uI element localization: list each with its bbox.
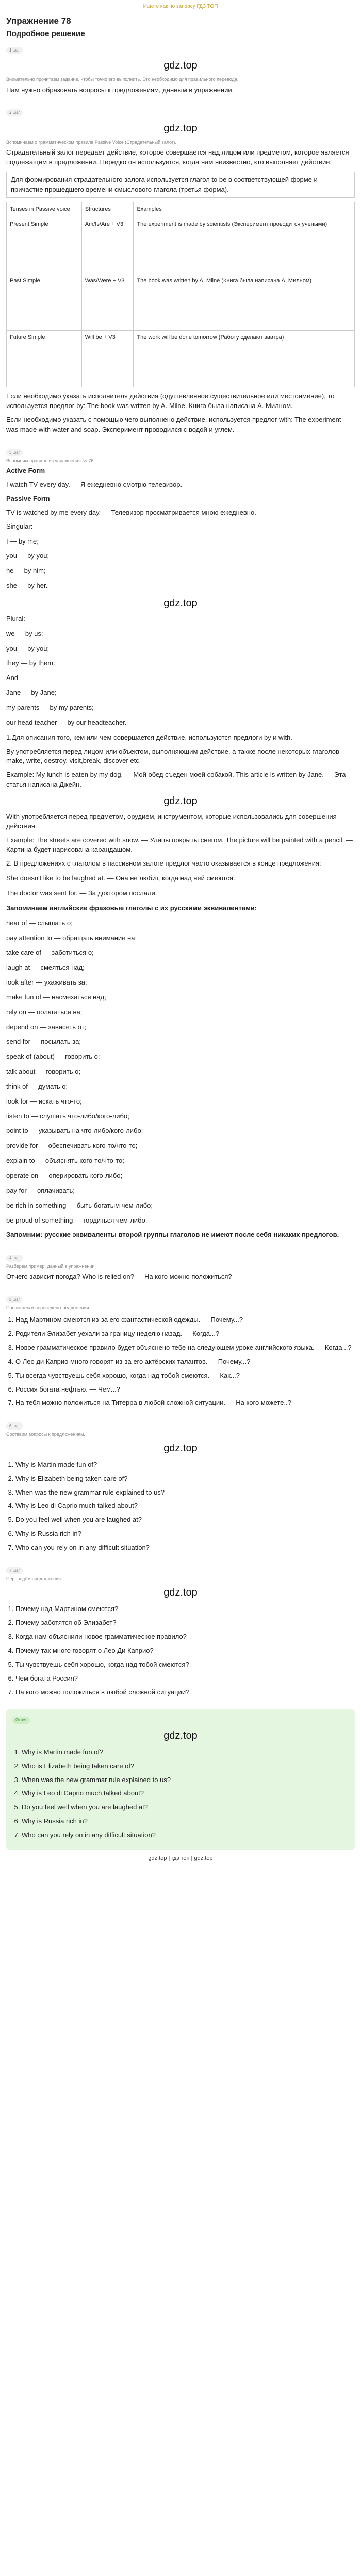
and-list	[6, 688, 355, 728]
list-item: 3. Когда нам объяснили новое грамматическое правило?	[15, 1632, 355, 1642]
passive-example: TV is watched by me every day. — Телевизор просматривается мною ежедневно.	[6, 508, 256, 516]
top-banner-link[interactable]: Ищете как по запросу ГДЗ ТОП	[143, 4, 218, 9]
list-item: 1. Почему над Мартином смеются?	[15, 1604, 355, 1614]
step-note: Разберем пример, данный в упражнении.	[6, 1263, 96, 1269]
step-1	[6, 45, 355, 95]
plural-label: Plural:	[6, 614, 25, 622]
list-item: talk about — говорить о;	[6, 1067, 80, 1076]
table-cell: Present Simple	[7, 217, 82, 274]
list-item: 6. Россия богата нефтью. — Чем...?	[15, 1385, 355, 1395]
phrasal-list	[6, 919, 355, 1226]
list-item: 5. Ты всегда чувствуешь себя хорошо, когда над тобой смеются. — Как...?	[15, 1371, 355, 1381]
list-item: send for — посылать за;	[6, 1038, 81, 1046]
list-item: 1. Над Мартином смеются из-за его фантастической одежды. — Почему...?	[15, 1315, 355, 1325]
list-item: take care of — заботиться о;	[6, 948, 94, 957]
step-6	[6, 1420, 355, 1553]
list-item: 3. When was the new grammar rule explained to us?	[22, 1775, 349, 1785]
step-text: Если необходимо указать с помощью чего выполнено действие, используется предлог with: The experiment was made with water and soap. Эксперимент проводился с водой и углем.	[6, 416, 341, 433]
remember-text: Запомним: русские эквиваленты второй группы глаголов не имеют после себя никаких предлогов.	[6, 1231, 339, 1239]
watermark: gdz.top	[163, 597, 198, 609]
grammar-table	[6, 202, 355, 387]
singular-list	[6, 537, 355, 591]
step-badge: 5 шаг	[6, 1296, 23, 1303]
rule-text: 1.Для описания того, кем или чем совершается действие, используются предлоги by и with.	[6, 733, 292, 741]
step-badge: 7 шаг	[6, 1567, 23, 1574]
step-5	[6, 1294, 355, 1409]
step-note: Составим вопросы к предложениям.	[6, 1431, 85, 1437]
rule-text: By употребляется перед лицом или объектом, выполняющим действие, а также после некоторых глаголов make, write, destroy, visit,break, discover etc.	[6, 747, 339, 765]
rule-examples	[6, 874, 355, 899]
list-item: 1. Why is Martin made fun of?	[15, 1460, 355, 1470]
list-item: be rich in something — быть богатым чем-либо;	[6, 1201, 153, 1209]
step-2	[6, 107, 355, 434]
passive-label: Passive Form	[6, 495, 50, 503]
active-example: I watch TV every day. — Я ежедневно смотрю телевизор.	[6, 481, 183, 489]
rule-text: 2. В предложениях с глаголом в пассивном залоге предлог часто оказывается в конце предложения:	[6, 859, 321, 868]
answer-badge: Ответ	[12, 1717, 30, 1724]
list-item: 6. Чем богата Россия?	[15, 1674, 355, 1684]
list-item: speak of (about) — говорить о;	[6, 1053, 100, 1061]
list-item: rely on — полагаться на;	[6, 1008, 83, 1016]
step-4	[6, 1252, 355, 1281]
list-item: 7. Who can you rely on in any difficult situation?	[22, 1831, 349, 1840]
list-item: 4. Почему так много говорят о Лео Ди Каприо?	[15, 1646, 355, 1656]
list-item: 2. Why is Elizabeth being taken care of?	[15, 1474, 355, 1484]
list-item: 2. Родители Элизабет уехали за границу неделю назад. — Когда...?	[15, 1329, 355, 1339]
table-header-cell: Structures	[81, 202, 134, 217]
step-7	[6, 1565, 355, 1698]
phrasal-intro: Запоминаем английские фразовые глаголы с их русскими эквивалентами:	[6, 904, 257, 912]
step-text: Отчего зависит погода? Who is relied on? — На кого можно положиться?	[6, 1272, 232, 1280]
list-item: he — by him;	[6, 567, 46, 575]
list-item: 4. Why is Leo di Caprio much talked about?	[22, 1789, 349, 1799]
step-note: Переведём предложения.	[6, 1576, 62, 1582]
table-header-row	[7, 202, 355, 217]
table-row	[7, 217, 355, 274]
watermark: gdz.top	[163, 795, 198, 807]
list-item: look for — искать что-то;	[6, 1097, 82, 1105]
list-item: 5. Do you feel well when you are laughed at?	[22, 1803, 349, 1812]
list-item: pay attention to — обращать внимание на;	[6, 934, 137, 942]
list-item: look after — ухаживать за;	[6, 978, 87, 987]
list-item: hear of — слышать о;	[6, 919, 73, 927]
list-item: 2. Почему заботятся об Элизабет?	[15, 1618, 355, 1628]
watermark: gdz.top	[163, 122, 198, 134]
watermark: gdz.top	[163, 1587, 198, 1599]
list-item: listen to — слушать что-либо/кого-либо;	[6, 1112, 129, 1120]
table-cell: Was/Were + V3	[81, 274, 134, 331]
table-cell: The experiment is made by scientists (Эксперимент проводится учеными)	[134, 217, 355, 274]
list-item: 5. Do you feel well when you are laughed at?	[15, 1515, 355, 1525]
list-item: 5. Ты чувствуешь себя хорошо, когда над тобой смеются?	[15, 1660, 355, 1670]
step-3	[6, 447, 355, 1241]
translation-list	[6, 1604, 355, 1697]
list-item: point to — указывать на что-либо/кого-либо;	[6, 1127, 143, 1135]
list-item: 4. О Лео ди Каприо много говорят из-за его актёрских талантов. — Почему...?	[15, 1357, 355, 1367]
list-item: she — by her.	[6, 582, 48, 590]
step-badge: 1 шаг	[6, 47, 23, 54]
question-list	[6, 1460, 355, 1553]
list-item: pay for — оплачивать;	[6, 1186, 75, 1194]
rule-box: Для формирования страдательного залога используется глагол to be в соответствующей форме и причастие прошедшего времени смыслового глагола (третья форма).	[6, 172, 355, 198]
list-item: I — by me;	[6, 537, 39, 545]
list-item: 3. Новое грамматическое правило будет объяснено тебе на следующем уроке английского языка. — Когда...?	[15, 1343, 355, 1353]
list-item: 7. На кого можно положиться в любой сложной ситуации?	[15, 1688, 355, 1698]
footer: gdz.top | гдз топ | gdz.top	[148, 1855, 213, 1861]
list-item: provide for — обеспечивать кого-то/что-то;	[6, 1142, 138, 1150]
step-badge: 3 шаг	[6, 449, 23, 456]
list-item: we — by us;	[6, 629, 43, 637]
table-row	[7, 274, 355, 331]
step-badge: 6 шаг	[6, 1422, 23, 1430]
list-item: 6. Why is Russia rich in?	[22, 1817, 349, 1826]
page-subtitle: Подробное решение	[6, 29, 85, 39]
list-item: operate on — оперировать кого-либо;	[6, 1172, 123, 1179]
list-item: 4. Why is Leo di Caprio much talked about?	[15, 1501, 355, 1511]
step-note: Вспомним правило из упражнения № 76.	[6, 458, 95, 464]
answer-block	[6, 1709, 355, 1850]
step-badge: 2 шаг	[6, 109, 23, 116]
list-item: Jane — by Jane;	[6, 689, 57, 697]
list-item: explain to — объяснять кого-то/что-то;	[6, 1157, 124, 1165]
list-item: 7. Who can you rely on in any difficult situation?	[15, 1543, 355, 1553]
table-header-cell: Tenses in Passive voice	[7, 202, 82, 217]
answer-list	[12, 1748, 349, 1840]
list-item: She doesn't like to be laughed at. — Она не любит, когда над ней смеются.	[6, 874, 235, 883]
step-note: Вспоминаем о грамматическом правиле Passive Voice (Страдательный залог).	[6, 139, 176, 145]
table-cell: Past Simple	[7, 274, 82, 331]
list-item: depend on — зависеть от;	[6, 1023, 87, 1031]
list-item: our head teacher — by our headteacher.	[6, 718, 127, 726]
table-cell: Future Simple	[7, 331, 82, 387]
watermark: gdz.top	[163, 1730, 198, 1741]
list-item: The doctor was sent for. — За доктором послали.	[6, 889, 157, 897]
page-title: Упражнение 78	[6, 15, 71, 26]
active-label: Active Form	[6, 467, 45, 475]
list-item: 3. When was the new grammar rule explained to us?	[15, 1488, 355, 1498]
table-cell: The book was written by A. Milne (Книга была написана А. Милном)	[134, 274, 355, 331]
rule-text: Example: My lunch is eaten by my dog. — Мой обед съеден моей собакой. This article is written by Jane. — Эта статья написана Джейн.	[6, 771, 346, 789]
and-label: And	[6, 674, 19, 682]
step-badge: 4 шаг	[6, 1255, 23, 1262]
sentence-list	[6, 1315, 355, 1408]
step-note: Внимательно прочитаем задание, чтобы точно его выполнить. Это необходимо для правильного перевода.	[6, 77, 239, 82]
list-item: 2. Who is Elizabeth being taken care of?	[22, 1761, 349, 1771]
top-banner	[6, 0, 355, 13]
rule-text: With употребляется перед предметом, орудием, инструментом, которые использовались для совершения действия.	[6, 812, 337, 830]
step-text: Если необходимо указать исполнителя действия (одушевлённое существительное или местоимение), то используется предлог by: The book was written by A. Milne. Книга была написана А. Милном.	[6, 392, 335, 410]
list-item: you — by you;	[6, 644, 50, 652]
list-item: be proud of something — гордиться чем-либо.	[6, 1216, 147, 1224]
table-cell: Will be + V3	[81, 331, 134, 387]
step-text: Страдательный залог передаёт действие, которое совершается над лицом или предметом, которое является подлежащим в предложении. Нередко он используется, когда нам неизвестно, кто выполняет действие.	[6, 148, 349, 166]
table-cell: The work will be done tomorrow (Работу сделают завтра)	[134, 331, 355, 387]
watermark: gdz.top	[163, 1442, 198, 1454]
table-cell: Am/Is/Are + V3	[81, 217, 134, 274]
list-item: 7. На тебя можно положиться на Титерра в любой сложной ситуации. — На кого можете..?	[15, 1398, 355, 1408]
singular-label: Singular:	[6, 522, 33, 530]
step-note: Прочитаем и переведем предложения.	[6, 1305, 91, 1311]
list-item: make fun of — насмехаться над;	[6, 993, 106, 1001]
table-header-cell: Examples	[134, 202, 355, 217]
list-item: they — by them.	[6, 659, 55, 667]
table-row	[7, 331, 355, 387]
list-item: think of — думать о;	[6, 1082, 68, 1090]
list-item: my parents — by my parents;	[6, 704, 94, 711]
rule-text: Example: The streets are covered with snow. — Улицы покрыты снегом. The picture will be painted with a pencil. — Картина будет нарисована карандашом.	[6, 836, 353, 854]
list-item: laugh at — смеяться над;	[6, 963, 85, 972]
step-text: Нам нужно образовать вопросы к предложениям, данным в упражнении.	[6, 86, 234, 94]
watermark: gdz.top	[163, 60, 198, 72]
list-item: 6. Why is Russia rich in?	[15, 1529, 355, 1539]
list-item: you — by you;	[6, 552, 50, 560]
list-item: 1. Why is Martin made fun of?	[22, 1748, 349, 1757]
plural-list	[6, 629, 355, 669]
